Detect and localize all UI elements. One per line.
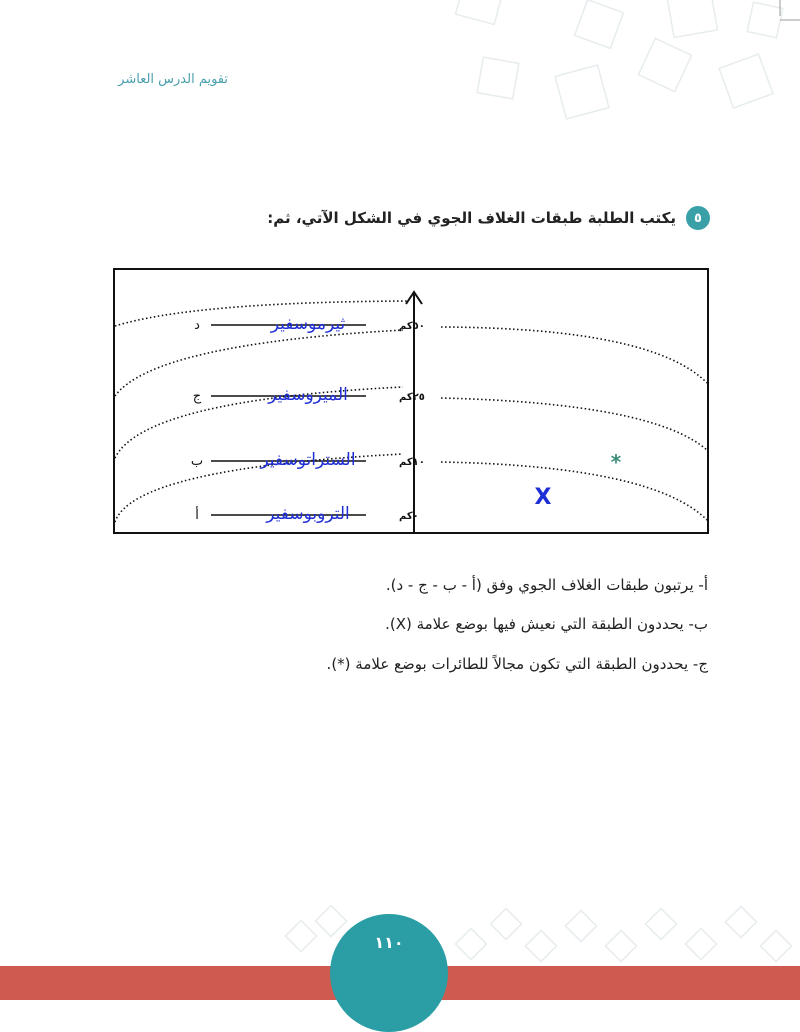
atmosphere-diagram	[113, 268, 709, 534]
page-number-badge	[330, 914, 448, 1032]
row-letter-d: د	[194, 318, 200, 333]
question-number-badge: ٥	[686, 206, 710, 230]
corner-crop-mark	[770, 0, 800, 30]
altitude-label-0: ٠كم	[399, 511, 419, 522]
instruction-a: أ- يرتبون طبقات الغلاف الجوي وفق (أ - ب - ج - د).	[385, 576, 708, 594]
answer-lines	[211, 325, 366, 515]
row-letter-a: أ	[195, 508, 199, 523]
layer-name-mesosphere: الميزوسفير	[268, 385, 348, 405]
altitude-label-10: ١٠كم	[399, 457, 425, 468]
arc-left-2	[115, 330, 403, 396]
arc-left-3	[115, 387, 403, 458]
question-header	[267, 206, 710, 230]
altitude-label-25: ٢٥كم	[399, 392, 425, 403]
row-letter-b: ب	[190, 454, 204, 469]
left-layer-arcs	[115, 301, 409, 522]
arc-left-1	[115, 301, 409, 326]
lesson-review-title: تقويم الدرس العاشر	[118, 72, 228, 87]
layer-name-stratosphere: الستراتوسفير	[260, 450, 356, 470]
arc-right-3	[441, 462, 707, 520]
question-text: يكتب الطلبة طبقات الغلاف الجوي في الشكل الآتي، ثم:	[267, 209, 676, 227]
layer-name-thermosphere: ثيرموسفير	[270, 314, 346, 334]
arc-right-2	[441, 398, 707, 450]
page-number: ١١٠	[374, 933, 404, 952]
x-mark: X	[534, 485, 552, 510]
altitude-label-50: ٥٠كم	[399, 321, 425, 332]
layer-name-troposphere: التروبوسفير	[266, 504, 350, 524]
decorative-pattern-top	[440, 0, 800, 130]
row-letter-j: ج	[192, 389, 202, 404]
instruction-b: ب- يحددون الطبقة التي نعيش فيها بوضع علامة (X).	[385, 615, 708, 633]
star-mark: *	[610, 450, 622, 474]
arc-left-4	[115, 454, 403, 522]
instruction-c: ج- يحددون الطبقة التي تكون مجالاً للطائرات بوضع علامة (*).	[326, 655, 708, 673]
right-layer-arcs	[441, 327, 707, 520]
arc-right-1	[441, 327, 707, 383]
